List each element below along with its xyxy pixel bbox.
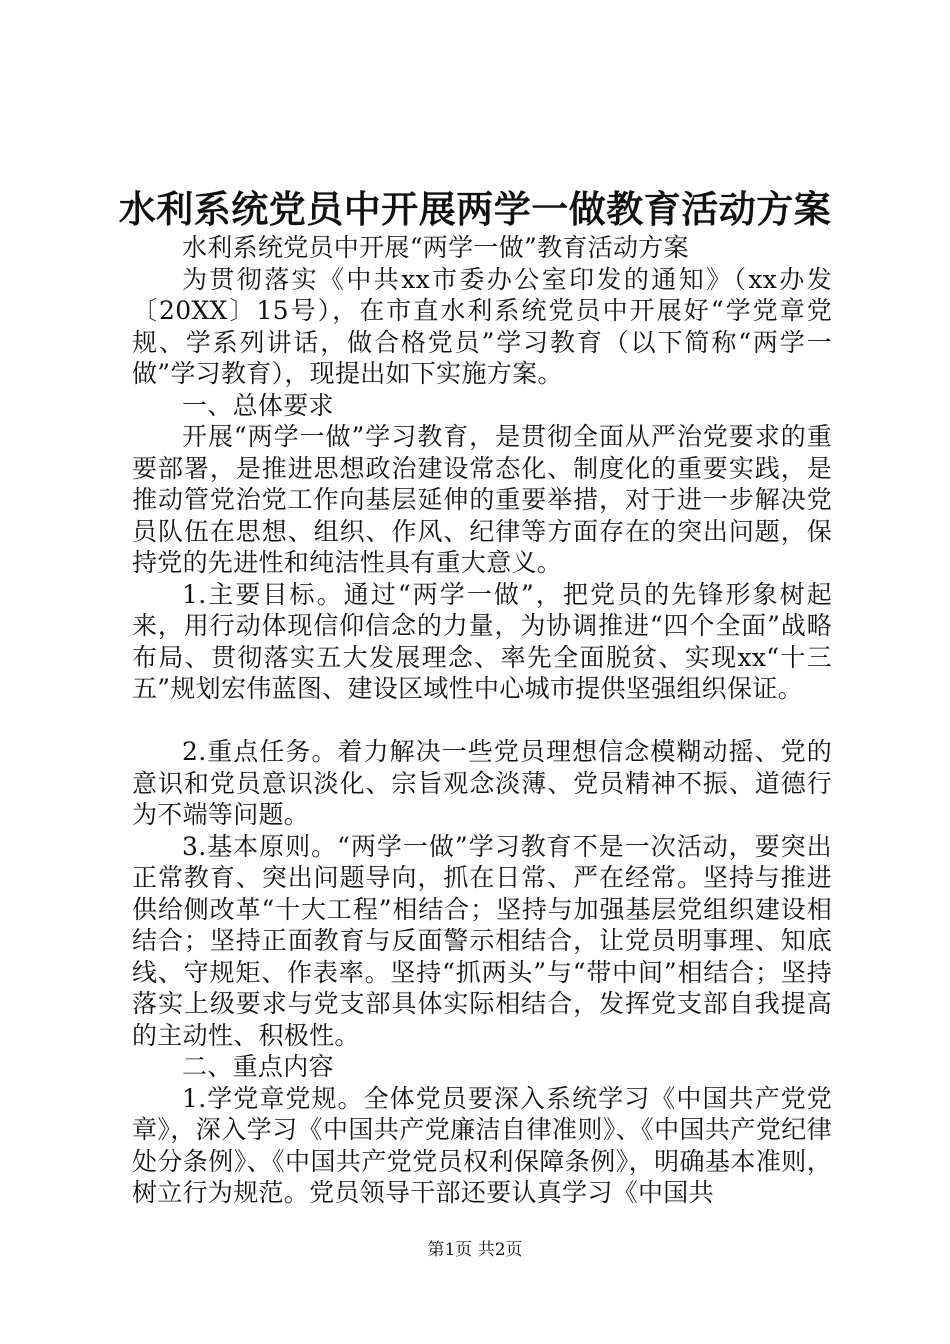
document-title: 水利系统党员中开展两学一做教育活动方案 — [118, 187, 832, 231]
page-number-footer: 第1页 共2页 — [427, 1240, 523, 1260]
document-body — [132, 232, 832, 1209]
paragraph-principles: 3.基本原则。“两学一做”学习教育不是一次活动，要突出正常教育、突出问题导向，抓在日常、严在经常。坚持与推进供给侧改革“十大工程”相结合；坚持与加强基层党组织建设相结合；坚持正面教育与反面警示相结合，让党员明事理、知底线、守规矩、作表率。坚持“抓两头”与“带中间”相结合；坚持落实上级要求与党支部具体实际相结合，发挥党支部自我提高的主动性、积极性。 — [132, 831, 832, 1050]
paragraph-significance: 开展“两学一做”学习教育，是贯彻全面从严治党要求的重要部署，是推进思想政治建设常态化、制度化的重要实践，是推动管党治党工作向基层延伸的重要举措，对于进一步解决党员队伍在思想、组织、作风、纪律等方面存在的突出问题，保持党的先进性和纯洁性具有重大意义。 — [132, 422, 832, 577]
paragraph-subtitle: 水利系统党员中开展“两学一做”教育活动方案 — [182, 233, 689, 262]
heading-key-content: 二、重点内容 — [182, 1052, 334, 1081]
paragraph-study-party-rules: 1.学党章党规。全体党员要深入系统学习《中国共产党党章》，深入学习《中国共产党廉洁自律准则》、《中国共产党纪律处分条例》、《中国共产党党员权利保障条例》，明确基本准则，树立行为规范。党员领导干部还要认真学习《中国共 — [132, 1083, 832, 1207]
heading-general-requirements: 一、总体要求 — [182, 390, 334, 420]
paragraph-intro: 为贯彻落实《中共xx市委办公室印发的通知》（xx办发〔20XX〕15号），在市直水利系统党员中开展好“学党章党规、学系列讲话，做合格党员”学习教育（以下简称“两学一做”学习教育），现提出如下实施方案。 — [132, 264, 832, 388]
paragraph-key-tasks: 2.重点任务。着力解决一些党员理想信念模糊动摇、党的意识和党员意识淡化、宗旨观念淡薄、党员精神不振、道德行为不端等问题。 — [132, 737, 832, 829]
paragraph-main-goal: 1.主要目标。通过“两学一做”，把党员的先锋形象树起来，用行动体现信仰信念的力量，为协调推进“四个全面”战略布局、贯彻落实五大发展理念、率先全面脱贫、实现xx“十三五”规划宏伟蓝图、建设区域性中心城市提供坚强组织保证。 — [132, 579, 832, 703]
